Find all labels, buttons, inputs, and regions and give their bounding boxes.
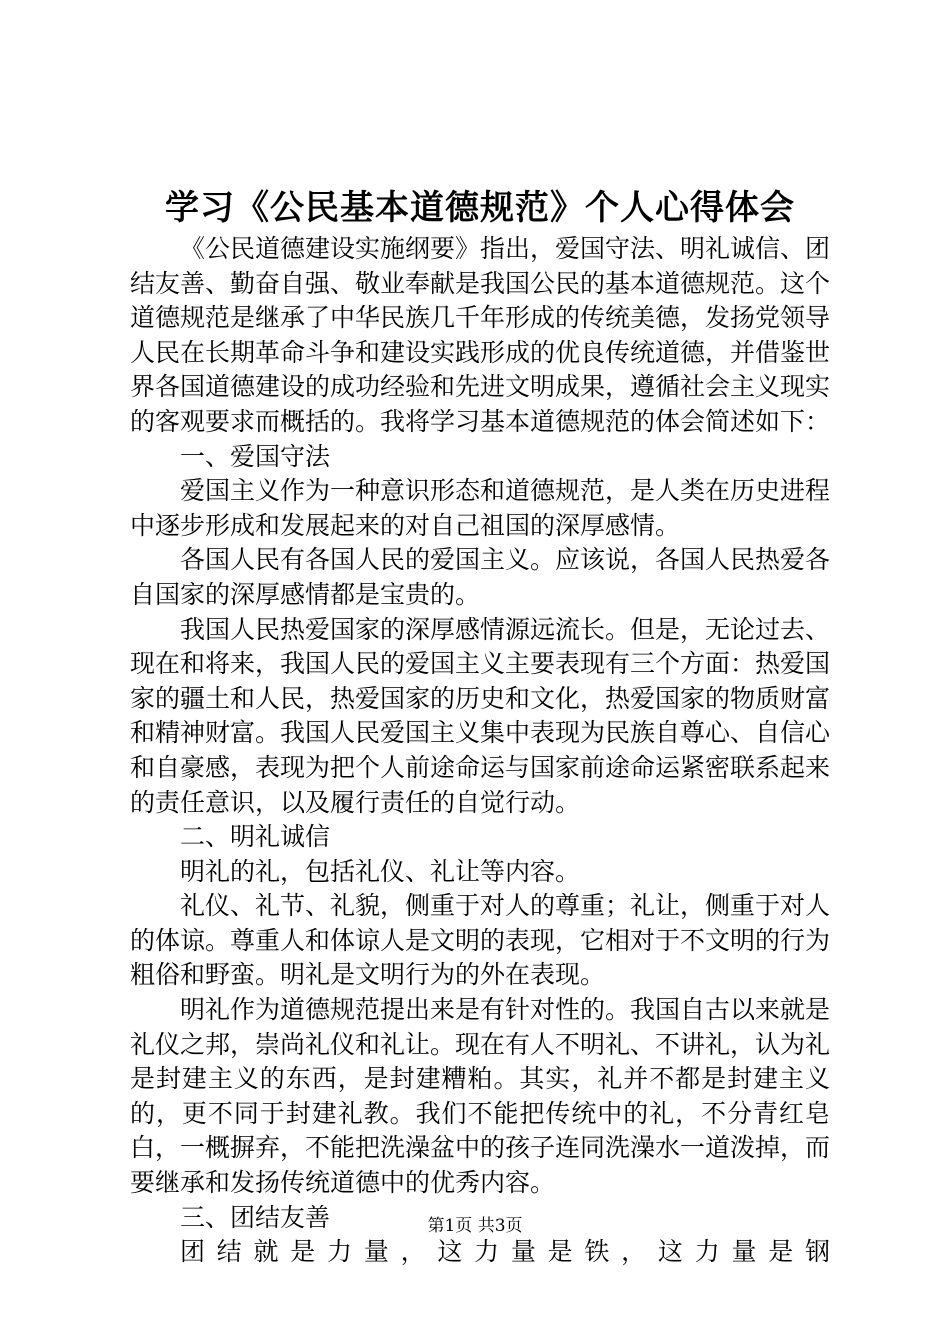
page-number-footer: 第1页 共3页 xyxy=(427,1216,523,1236)
section-heading-unity: 三、团结友善 xyxy=(180,1202,331,1232)
paragraph: 爱国主义作为一种意识形态和道德规范，是人类在历史进程中逐步形成和发展起来的对自己祖国的深厚感情。 xyxy=(130,476,831,540)
document-title: 学习《公民基本道德规范》个人心得体会 xyxy=(165,188,795,228)
document-body xyxy=(130,232,830,1270)
paragraph: 明礼的礼，包括礼仪、礼让等内容。 xyxy=(180,856,581,886)
intro-paragraph: 《公民道德建设实施纲要》指出，爱国守法、明礼诚信、团结友善、勤奋自强、敬业奉献是我国公民的基本道德规范。这个道德规范是继承了中华民族几千年形成的传统美德，发扬党领导人民在长期革命斗争和建设实践形成的优良传统道德，并借鉴世界各国道德建设的成功经验和先进文明成果，遵循社会主义现实的客观要求而概括的。我将学习基本道德规范的体会简述如下： xyxy=(130,234,831,436)
paragraph: 各国人民有各国人民的爱国主义。应该说，各国人民热爱各自国家的深厚感情都是宝贵的。 xyxy=(130,545,831,609)
paragraph: 我国人民热爱国家的深厚感情源远流长。但是，无论过去、现在和将来，我国人民的爱国主义主要表现有三个方面：热爱国家的疆土和人民，热爱国家的历史和文化，热爱国家的物质财富和精神财富。我国人民爱国主义集中表现为民族自尊心、自信心和自豪感，表现为把个人前途命运与国家前途命运紧密联系起来的责任意识，以及履行责任的自觉行动。 xyxy=(130,614,831,817)
paragraph: 明礼作为道德规范提出来是有针对性的。我国自古以来就是礼仪之邦，崇尚礼仪和礼让。现在有人不明礼、不讲礼，认为礼是封建主义的东西，是封建糟粕。其实，礼并不都是封建主义的，更不同于封建礼教。我们不能把传统中的礼，不分青红皂白，一概摒弃，不能把洗澡盆中的孩子连同洗澡水一道泼掉，而要继承和发扬传统道德中的优秀内容。 xyxy=(130,995,831,1198)
paragraph-continued: 团结就是力量，这力量是铁，这力量是钢 xyxy=(180,1237,830,1267)
paragraph: 礼仪、礼节、礼貌，侧重于对人的尊重；礼让，侧重于对人的体谅。尊重人和体谅人是文明的表现，它相对于不文明的行为粗俗和野蛮。明礼是文明行为的外在表现。 xyxy=(130,891,831,990)
section-heading-courtesy: 二、明礼诚信 xyxy=(180,822,331,852)
section-heading-patriotism: 一、爱国守法 xyxy=(180,441,331,471)
